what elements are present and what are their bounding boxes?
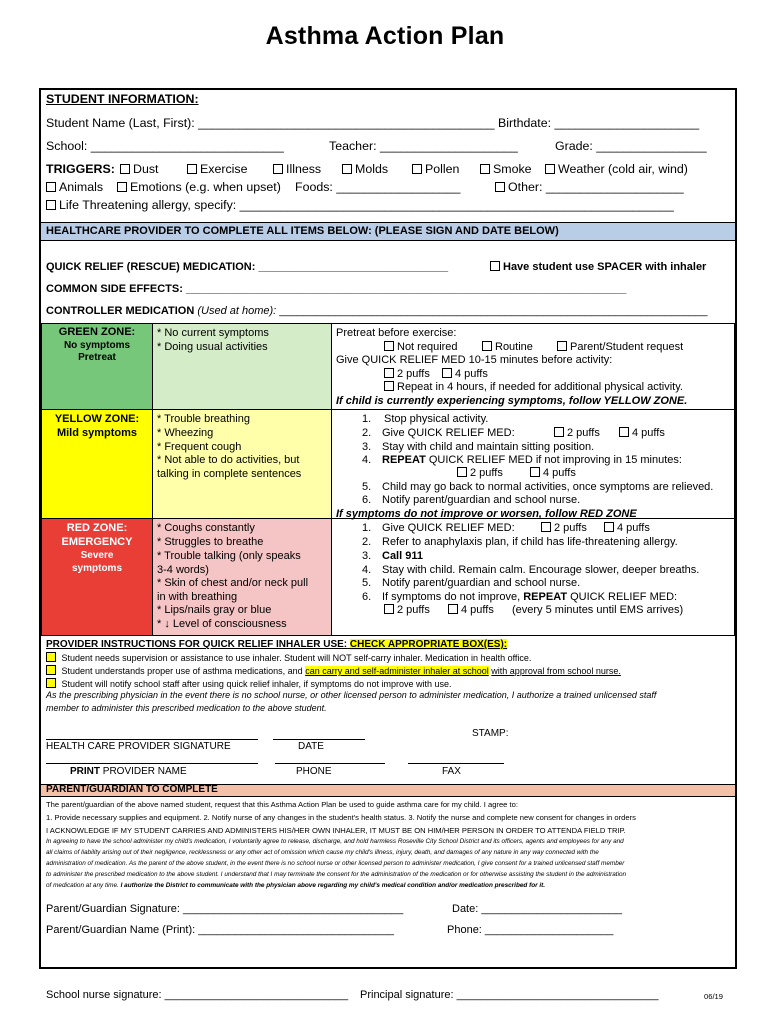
red-symptom: * Struggles to breathe bbox=[157, 536, 264, 548]
green-2-puffs[interactable]: 2 puffs bbox=[384, 368, 430, 380]
allergy-field[interactable]: Life Threatening allergy, specify: _______________________________________________________________ bbox=[46, 198, 674, 212]
checkbox-icon bbox=[117, 182, 127, 192]
controller-field[interactable]: CONTROLLER MEDICATION (Used at home): ______________________________________________________________________ bbox=[46, 305, 708, 317]
red-repeat-2-puffs[interactable]: 2 puffs bbox=[384, 604, 430, 616]
trigger-molds[interactable]: Molds bbox=[342, 162, 388, 176]
parent-name-field[interactable]: Parent/Guardian Name (Print): ________________________________ bbox=[46, 924, 394, 936]
checkbox-icon bbox=[530, 467, 540, 477]
provider-phone-line[interactable] bbox=[275, 763, 385, 764]
yellow-symptom: talking in complete sentences bbox=[157, 468, 302, 480]
trigger-dust[interactable]: Dust bbox=[120, 162, 158, 176]
green-warning: If child is currently experiencing symptoms, follow YELLOW ZONE. bbox=[336, 395, 688, 407]
provider-fax-line[interactable] bbox=[408, 763, 504, 764]
yellow-2-puffs[interactable]: 2 puffs bbox=[554, 427, 600, 439]
checkbox-icon bbox=[46, 652, 56, 662]
provider-name-label: PRINT PROVIDER NAME bbox=[70, 766, 187, 777]
provider-band-text: HEALTHCARE PROVIDER TO COMPLETE ALL ITEMS BELOW: (PLEASE SIGN AND DATE BELOW) bbox=[46, 225, 559, 237]
parent-agree-1: 1. Provide necessary supplies and equipment. 2. Notify nurse of any changes in the student's health status. 3. Notify the nurse and complete new consent for changes in orders bbox=[46, 813, 636, 822]
parent-signature-field[interactable]: Parent/Guardian Signature: ____________________________________ bbox=[46, 903, 404, 915]
green-symptom: * No current symptoms bbox=[157, 327, 269, 339]
provider-signature-label: HEALTH CARE PROVIDER SIGNATURE bbox=[46, 741, 231, 752]
red-zone-sub2: Severe bbox=[80, 550, 114, 561]
checkbox-icon bbox=[384, 381, 394, 391]
instruction-option-2[interactable]: Student understands proper use of asthma medications, and can carry and self-administer inhaler at school with approval from school nurse. bbox=[46, 665, 621, 676]
green-zone-sub1: No symptoms bbox=[63, 340, 131, 351]
yellow-step-1: 1. Stop physical activity. bbox=[362, 413, 489, 425]
parent-phone-field[interactable]: Phone: _____________________ bbox=[447, 924, 614, 936]
pretreat-parent-request[interactable]: Parent/Student request bbox=[557, 341, 683, 353]
checkbox-icon bbox=[480, 164, 490, 174]
red-zone-sub1: EMERGENCY bbox=[61, 536, 133, 548]
red-symptom: in with breathing bbox=[157, 591, 238, 603]
trigger-other[interactable]: Other: ____________________ bbox=[495, 180, 684, 194]
yellow-step-4: 4. REPEAT QUICK RELIEF MED if not improving in 15 minutes: bbox=[362, 454, 682, 466]
spacer-option[interactable]: Have student use SPACER with inhaler bbox=[490, 261, 706, 273]
red-symptom: * Trouble talking (only speaks bbox=[157, 550, 301, 562]
provider-signature-line[interactable] bbox=[46, 739, 258, 740]
birthdate-field[interactable]: Birthdate: _____________________ bbox=[498, 116, 700, 130]
legal-text-2: all claims of liability arising out of their negligence, recklessness or any other act of omission which cause my child's illness, injury, death, and damages of any nature in any way connected with the bbox=[46, 849, 599, 856]
yellow-zone-sub1: Mild symptoms bbox=[56, 427, 138, 439]
checkbox-icon bbox=[495, 182, 505, 192]
parent-agree-2: I ACKNOWLEDGE IF MY STUDENT CARRIES AND ADMINISTERS HIS/HER OWN INHALER, IT MUST BE ON HIM/HER PERSON IN ORDER TO ATTENDA FIELD TRIP. bbox=[46, 826, 626, 835]
red-4-puffs[interactable]: 4 puffs bbox=[604, 522, 650, 534]
red-symptom: * Coughs constantly bbox=[157, 522, 255, 534]
trigger-smoke[interactable]: Smoke bbox=[480, 162, 532, 176]
principal-signature-field[interactable]: Principal signature: _________________________________ bbox=[360, 989, 659, 1001]
trigger-animals[interactable]: Animals bbox=[46, 180, 103, 194]
checkbox-icon bbox=[342, 164, 352, 174]
quick-relief-field[interactable]: QUICK RELIEF (RESCUE) MEDICATION: _______________________________ bbox=[46, 261, 449, 273]
yellow-repeat-2-puffs[interactable]: 2 puffs bbox=[457, 467, 503, 479]
green-symptom: * Doing usual activities bbox=[157, 341, 268, 353]
pretreat-give: Give QUICK RELIEF MED 10-15 minutes before activity: bbox=[336, 354, 613, 366]
checkbox-icon bbox=[46, 678, 56, 688]
authorization-note-1: As the prescribing physician in the event there is no school nurse, or other licensed person to administer medication, I authorize a trained unlicensed staff bbox=[46, 690, 657, 700]
legal-text-1: In agreeing to have the school administer my child's medication, I voluntarily agree to release, discharge, and hold harmless Roseville City School District and its officers, agents and employees for any and bbox=[46, 838, 624, 845]
checkbox-icon bbox=[46, 182, 56, 192]
triggers-label: TRIGGERS: bbox=[46, 162, 115, 176]
checkbox-icon bbox=[384, 368, 394, 378]
provider-date-label: DATE bbox=[298, 741, 324, 752]
checkbox-icon bbox=[384, 604, 394, 614]
pretreat-label: Pretreat before exercise: bbox=[336, 327, 457, 339]
parent-band-text: PARENT/GUARDIAN TO COMPLETE bbox=[46, 784, 218, 795]
red-zone-title: RED ZONE: bbox=[66, 522, 128, 534]
nurse-signature-field[interactable]: School nurse signature: ______________________________ bbox=[46, 989, 349, 1001]
checkbox-icon bbox=[554, 427, 564, 437]
red-step-1: 1. Give QUICK RELIEF MED: bbox=[362, 522, 515, 534]
red-repeat-4-puffs[interactable]: 4 puffs bbox=[448, 604, 494, 616]
checkbox-icon bbox=[604, 522, 614, 532]
green-zone-title: GREEN ZONE: bbox=[58, 326, 136, 338]
yellow-repeat-4-puffs[interactable]: 4 puffs bbox=[530, 467, 576, 479]
page-title: Asthma Action Plan bbox=[265, 22, 505, 50]
checkbox-icon bbox=[384, 341, 394, 351]
checkbox-icon bbox=[46, 200, 56, 210]
green-repeat[interactable]: Repeat in 4 hours, if needed for additional physical activity. bbox=[384, 381, 683, 393]
legal-text-3: administration of medication. As the parent of the above student, in the event there is no school nurse or other licensed person to administer medication, I give consent for a trained unlicensed staff member bbox=[46, 860, 625, 867]
instruction-option-3[interactable]: Student will notify school staff after using quick relief inhaler, if symptoms do not improve with use. bbox=[46, 678, 452, 689]
checkbox-icon bbox=[490, 261, 500, 271]
grade-field[interactable]: Grade: ________________ bbox=[555, 139, 707, 153]
yellow-step-3: 3. Stay with child and maintain sitting position. bbox=[362, 441, 595, 453]
instructions-header: PROVIDER INSTRUCTIONS FOR QUICK RELIEF INHALER USE: CHECK APPROPRIATE BOX(ES): bbox=[46, 639, 508, 650]
red-step-5: 5. Notify parent/guardian and school nurse. bbox=[362, 577, 581, 589]
checkbox-icon bbox=[120, 164, 130, 174]
red-symptom: * Skin of chest and/or neck pull bbox=[157, 577, 309, 589]
student-info-header: STUDENT INFORMATION: bbox=[46, 92, 199, 106]
version-label: 06/19 bbox=[704, 992, 724, 1001]
student-name-field[interactable]: Student Name (Last, First): ___________________________________________ bbox=[46, 116, 495, 130]
trigger-pollen[interactable]: Pollen bbox=[412, 162, 459, 176]
red-symptom: * Lips/nails gray or blue bbox=[157, 604, 272, 616]
green-zone-sub2: Pretreat bbox=[78, 352, 116, 363]
green-4-puffs[interactable]: 4 puffs bbox=[442, 368, 488, 380]
red-step-2: 2. Refer to anaphylaxis plan, if child has life-threatening allergy. bbox=[362, 536, 678, 548]
trigger-weather[interactable]: Weather (cold air, wind) bbox=[545, 162, 688, 176]
school-field[interactable]: School: ____________________________ bbox=[46, 139, 284, 153]
legal-text-5: of medication at any time. I authorize the District to communicate with the physician above regarding my child's medical condition and/or medication prescribed for it. bbox=[46, 882, 546, 889]
yellow-warning: If symptoms do not improve or worsen, follow RED ZONE bbox=[336, 508, 637, 520]
trigger-emotions[interactable]: Emotions (e.g. when upset) bbox=[117, 180, 281, 194]
side-effects-field[interactable]: COMMON SIDE EFFECTS: ________________________________________________________________________ bbox=[46, 283, 627, 295]
red-every-5: (every 5 minutes until EMS arrives) bbox=[512, 604, 684, 616]
yellow-zone-label-cell bbox=[41, 409, 153, 519]
pretreat-routine[interactable]: Routine bbox=[482, 341, 533, 353]
checkbox-icon bbox=[273, 164, 283, 174]
parent-date-field[interactable]: Date: _______________________ bbox=[452, 903, 623, 915]
provider-date-line[interactable] bbox=[273, 739, 365, 740]
checkbox-icon bbox=[545, 164, 555, 174]
provider-phone-label: PHONE bbox=[296, 766, 332, 777]
teacher-field[interactable]: Teacher: ____________________ bbox=[329, 139, 518, 153]
red-symptom: 3-4 words) bbox=[157, 564, 209, 576]
checkbox-icon bbox=[541, 522, 551, 532]
checkbox-icon bbox=[482, 341, 492, 351]
yellow-4-puffs[interactable]: 4 puffs bbox=[619, 427, 665, 439]
yellow-zone-title: YELLOW ZONE: bbox=[54, 413, 140, 425]
stamp-label: STAMP: bbox=[472, 728, 509, 739]
pretreat-not-required[interactable]: Not required bbox=[384, 341, 458, 353]
provider-fax-label: FAX bbox=[442, 766, 461, 777]
checkbox-icon bbox=[457, 467, 467, 477]
checkbox-icon bbox=[557, 341, 567, 351]
yellow-symptom: * Not able to do activities, but bbox=[157, 454, 300, 466]
trigger-illness[interactable]: Illness bbox=[273, 162, 321, 176]
authorization-note-2: member to administer this prescribed medication to the above student. bbox=[46, 703, 327, 713]
red-step-3: 3. Call 911 bbox=[362, 550, 423, 562]
parent-intro: The parent/guardian of the above named student, request that this Asthma Action Plan be used to guide asthma care for my child. I agree to: bbox=[46, 800, 518, 809]
red-step-4: 4. Stay with child. Remain calm. Encourage slower, deeper breaths. bbox=[362, 564, 700, 576]
red-step-6: 6. If symptoms do not improve, REPEAT QUICK RELIEF MED: bbox=[362, 591, 678, 603]
checkbox-icon bbox=[442, 368, 452, 378]
instruction-option-1[interactable]: Student needs supervision or assistance to use inhaler. Student will NOT self-carry inhaler. Medication in health office. bbox=[46, 652, 531, 663]
yellow-symptom: * Trouble breathing bbox=[157, 413, 250, 425]
legal-text-4: to administer the prescribed medication to the above student. I understand that I may terminate the consent for the administration of the medication or for otherwise assisting the student in the administration bbox=[46, 871, 627, 878]
checkbox-icon bbox=[448, 604, 458, 614]
yellow-step-2: 2. Give QUICK RELIEF MED: bbox=[362, 427, 515, 439]
red-zone-sub3: symptoms bbox=[71, 563, 122, 574]
yellow-symptom: * Frequent cough bbox=[157, 441, 242, 453]
yellow-symptom: * Wheezing bbox=[157, 427, 214, 439]
yellow-step-6: 6. Notify parent/guardian and school nurse. bbox=[362, 494, 581, 506]
trigger-foods-field[interactable]: Foods: __________________ bbox=[295, 180, 461, 194]
checkbox-icon bbox=[46, 665, 56, 675]
red-2-puffs[interactable]: 2 puffs bbox=[541, 522, 587, 534]
red-symptom: * ↓ Level of consciousness bbox=[157, 618, 287, 630]
checkbox-icon bbox=[412, 164, 422, 174]
checkbox-icon bbox=[619, 427, 629, 437]
yellow-step-5: 5. Child may go back to normal activities, once symptoms are relieved. bbox=[362, 481, 714, 493]
trigger-exercise[interactable]: Exercise bbox=[187, 162, 248, 176]
checkbox-icon bbox=[187, 164, 197, 174]
provider-name-line[interactable] bbox=[46, 763, 258, 764]
